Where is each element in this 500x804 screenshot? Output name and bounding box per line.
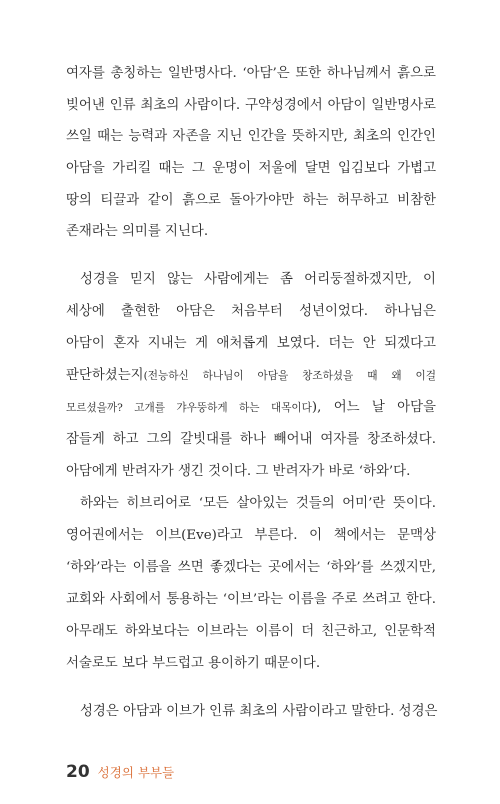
body-text-line: ‘하와’라는 이름을 쓰면 좋겠다는 곳에서는 ‘하와’를 쓰겠지만, <box>66 560 436 575</box>
body-text-line <box>66 400 436 416</box>
body-text-line: 아무래도 하와보다는 이브라는 이름이 더 친근하고, 인문학적 <box>66 624 436 639</box>
body-text-line: 아담이 혼자 지내는 게 애처롭게 보였다. 더는 안 되겠다고 <box>66 336 436 351</box>
body-text-line: 땅의 티끌과 같이 흙으로 돌아가야만 하는 허무하고 비참한 <box>66 193 436 208</box>
body-text-line: 영어권에서는 이브(Eve)라고 부른다. 이 책에서는 문맥상 <box>66 528 436 543</box>
page-number: 20 <box>66 762 90 782</box>
body-text-line: 쓰일 때는 능력과 자존을 지닌 인간을 뜻하지만, 최초의 인간인 <box>66 129 436 144</box>
body-text-segment: ), 어느 날 아담을 <box>311 400 436 415</box>
aside-note: 모르셨을까? 고개를 갸우뚱하게 하는 대목이다 <box>66 402 312 414</box>
body-text-line: 서술로도 보다 부드럽고 용이하기 때문이다. <box>66 656 321 671</box>
body-text-line: 하와는 히브리어로 ‘모든 살아있는 것들의 어미’란 뜻이다. <box>80 496 436 511</box>
body-text-line: 잠들게 하고 그의 갈빗대를 하나 빼어내 여자를 창조하셨다. <box>66 432 436 447</box>
body-text-line: 성경은 아담과 이브가 인류 최초의 사람이라고 말한다. 성경은 <box>80 704 438 719</box>
body-text-line <box>66 368 436 384</box>
page-footer <box>66 762 174 782</box>
body-text-line: 빚어낸 인류 최초의 사람이다. 구약성경에서 아담이 일반명사로 <box>66 98 436 113</box>
body-text-line: 존재라는 의미를 지닌다. <box>66 224 209 239</box>
body-text-segment: 판단하셨는지 <box>66 368 144 383</box>
body-text-line: 세상에 출현한 아담은 처음부터 성년이었다. 하나님은 <box>66 304 436 319</box>
body-text-line: 아담을 가리킬 때는 그 운명이 저울에 달면 입김보다 가볍고 <box>66 161 436 176</box>
body-text-line: 성경을 믿지 않는 사람에게는 좀 어리둥절하겠지만, 이 <box>80 272 436 287</box>
running-title: 성경의 부부들 <box>97 765 175 780</box>
body-text-line: 교회와 사회에서 통용하는 ‘이브’라는 이름을 주로 쓰려고 한다. <box>66 592 436 607</box>
aside-note: (전능하신 하나님이 아담을 창조하셨을 때 왜 이걸 <box>143 370 436 382</box>
body-text-line: 여자를 총칭하는 일반명사다. ‘아담’은 또한 하나님께서 흙으로 <box>66 66 436 81</box>
body-text-line: 아담에게 반려자가 생긴 것이다. 그 반려자가 바로 ‘하와’다. <box>66 464 411 479</box>
